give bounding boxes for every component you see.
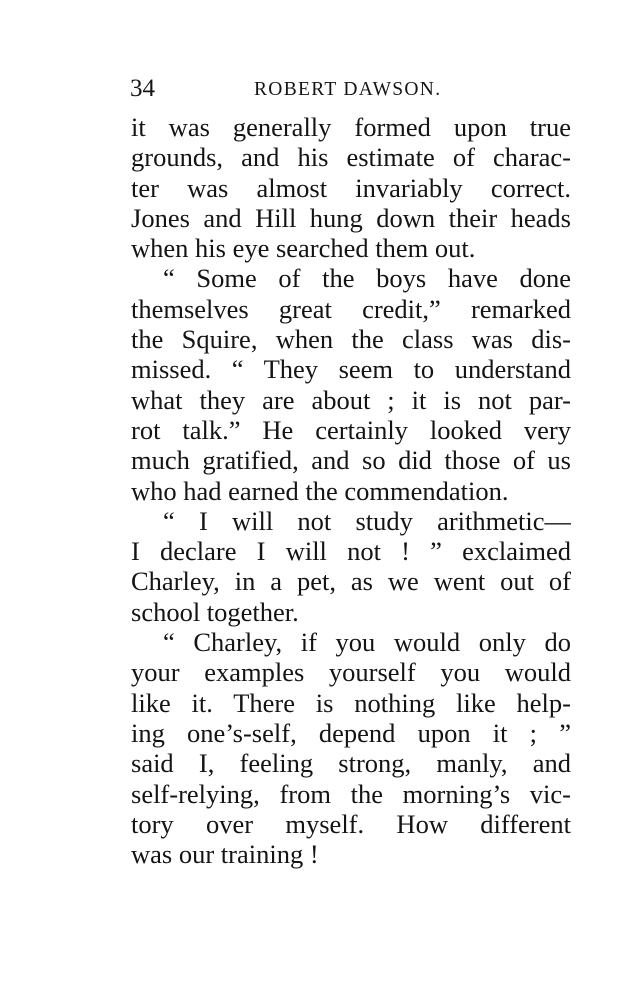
running-head	[130, 74, 570, 104]
running-title: ROBERT DAWSON.	[254, 79, 442, 100]
text-line: like it. There is nothing like help-	[131, 687, 571, 718]
text-line: themselves great credit,” remarked	[131, 293, 571, 324]
text-line: said I, feeling strong, manly, and	[131, 748, 571, 779]
text-line: the Squire, when the class was dis-	[131, 324, 571, 355]
text-line: was our training !	[131, 839, 319, 870]
text-line: Charley, in a pet, as we went out of	[131, 566, 571, 597]
text-line: I declare I will not ! ” exclaimed	[131, 536, 571, 567]
text-line: what they are about ; it is not par-	[131, 384, 571, 415]
text-line: who had earned the commendation.	[131, 475, 509, 506]
text-line: much gratified, and so did those of us	[131, 445, 571, 476]
text-line: “ Charley, if you would only do	[163, 627, 571, 658]
text-line: rot talk.” He certainly looked very	[131, 414, 571, 445]
text-line: it was generally formed upon true	[131, 112, 571, 142]
text-line: self-relying, from the morning’s vic-	[131, 778, 571, 809]
body-text	[131, 112, 571, 869]
text-line: tory over myself. How different	[131, 808, 571, 839]
page-number: 34	[130, 75, 155, 102]
text-line: grounds, and his estimate of charac-	[131, 142, 571, 173]
text-line: ing one’s-self, depend upon it ; ”	[131, 717, 571, 748]
text-line: “ I will not study arithmetic—	[163, 505, 571, 536]
text-line: school together.	[131, 596, 299, 627]
text-line: Jones and Hill hung down their heads	[131, 202, 571, 233]
text-line: “ Some of the boys have done	[163, 263, 571, 294]
text-line: ter was almost invariably correct.	[131, 172, 571, 203]
text-line: when his eye searched them out.	[131, 233, 476, 264]
text-line: your examples yourself you would	[131, 657, 571, 688]
text-line: missed. “ They seem to understand	[131, 354, 571, 385]
